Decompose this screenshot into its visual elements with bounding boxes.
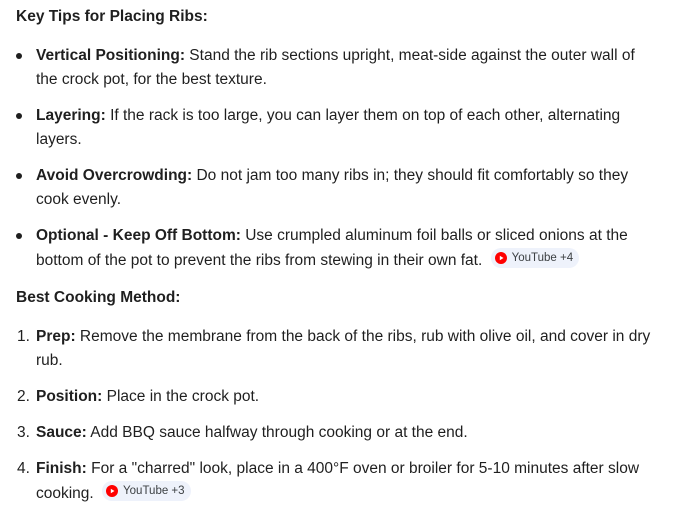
list-number: 1. [17, 328, 30, 345]
item-text: If the rack is too large, you can layer them on top of each other, alternating layers. [36, 107, 621, 148]
item-text: Do not jam too many ribs in; they should fit comfortably so they cook evenly. [36, 167, 629, 208]
list-number: 2. [17, 388, 30, 405]
list-item [16, 421, 656, 445]
item-text: Stand the rib sections upright, meat-side against the outer wall of the crock pot, for the best texture. [36, 47, 635, 88]
bullet-marker [16, 113, 22, 119]
item-text: Place in the crock pot. [102, 388, 260, 405]
list-item [16, 224, 656, 273]
list-number: 3. [17, 424, 30, 441]
item-text: For a "charred" look, place in a 400°F oven or broiler for 5-10 minutes after slow cooking. [36, 460, 640, 502]
item-title: Vertical Positioning: [36, 47, 185, 64]
bullet-marker [16, 53, 22, 59]
item-text: Add BBQ sauce halfway through cooking or at the end. [86, 424, 468, 441]
item-text: Use crumpled aluminum foil balls or sliced onions at the bottom of the pot to prevent the ribs from stewing in their own fat. [36, 227, 628, 269]
item-title: Optional - Keep Off Bottom: [36, 227, 241, 244]
bullet-marker [16, 233, 22, 239]
source-chip-youtube[interactable] [102, 481, 191, 501]
youtube-icon [106, 485, 118, 497]
bullet-marker [16, 173, 22, 179]
section-heading-method: Best Cooking Method: [16, 289, 181, 306]
item-title: Avoid Overcrowding: [36, 167, 193, 184]
item-title: Sauce: [36, 424, 87, 441]
method-list [16, 325, 679, 506]
list-item [16, 457, 656, 506]
source-chip-youtube[interactable] [491, 248, 580, 268]
list-item [16, 164, 656, 212]
section-heading-tips: Key Tips for Placing Ribs: [16, 8, 208, 25]
item-title: Position: [36, 388, 103, 405]
tips-list [16, 44, 679, 273]
list-item [16, 385, 656, 409]
item-title: Finish: [36, 460, 87, 477]
item-text: Remove the membrane from the back of the ribs, rub with olive oil, and cover in dry rub. [36, 328, 651, 369]
item-title: Layering: [36, 107, 106, 124]
list-number: 4. [17, 460, 30, 477]
source-chip-label: YouTube +3 [123, 485, 185, 497]
youtube-icon [495, 252, 507, 264]
list-item [16, 325, 656, 373]
list-item [16, 104, 656, 152]
source-chip-label: YouTube +4 [511, 252, 574, 264]
list-item [16, 44, 656, 92]
item-title: Prep: [36, 328, 76, 345]
